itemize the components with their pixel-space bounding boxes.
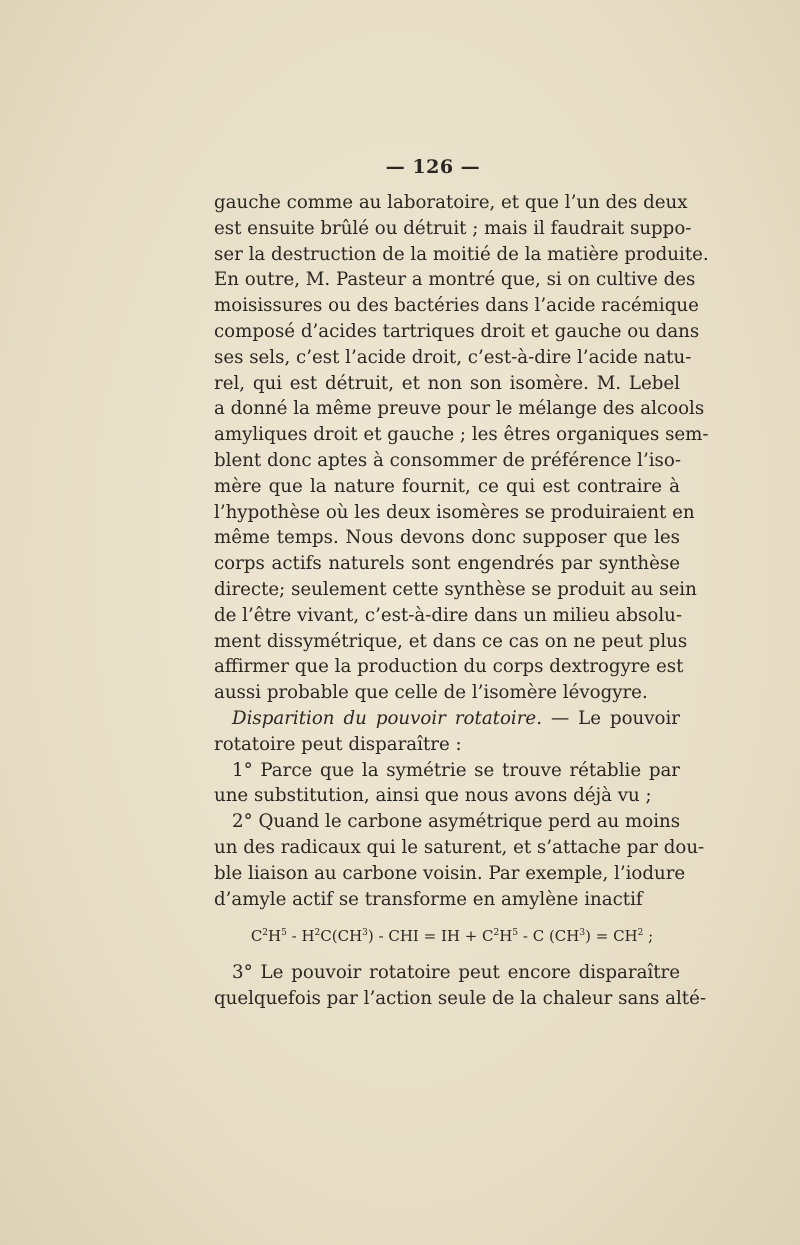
list-item-2-line: un des radicaux qui le saturent, et s’attache par dou- xyxy=(214,836,705,858)
text-line: de l’être vivant, c’est-à-dire dans un milieu absolu- xyxy=(214,604,683,626)
list-item-2-line: 2° Quand le carbone asymétrique perd au moins xyxy=(232,811,681,833)
section-heading-line xyxy=(214,706,680,732)
list-item-1-line: 1° Parce que la symétrie se trouve rétablie par xyxy=(232,759,680,781)
text-line: ment dissymétrique, et dans ce cas on ne peut plus xyxy=(214,630,688,652)
list-item-3-line: 3° Le pouvoir rotatoire peut encore disparaître xyxy=(232,962,680,984)
text-line: est ensuite brûlé ou détruit ; mais il faudrait suppo- xyxy=(214,217,692,239)
text-line: rel, qui est détruit, et non son isomère. M. Lebel xyxy=(214,372,680,394)
text-line: moisissures ou des bactéries dans l’acide racémique xyxy=(214,295,699,317)
body-text xyxy=(214,190,709,1012)
list-item-3-line: quelquefois par l’action seule de la chaleur sans alté- xyxy=(214,988,707,1010)
text-line: gauche comme au laboratoire, et que l’un des deux xyxy=(214,192,688,213)
text-line: composé d’acides tartriques droit et gauche ou dans xyxy=(214,320,700,342)
text-line: affirmer que la production du corps dextrogyre est xyxy=(214,656,684,678)
section-title: Disparition du pouvoir rotatoire. xyxy=(232,707,542,729)
section-title-rest: — Le pouvoir xyxy=(541,707,680,729)
text-line: aussi probable que celle de l’isomère lévogyre. xyxy=(214,682,648,704)
text-line: En outre, M. Pasteur a montré que, si on cultive des xyxy=(214,269,696,291)
chemical-formula: $C^2H^5 - H^2C(CH^3)$ - CHI = IH + $C^2H^5$ - C $(CH^3) = CH^2$ ; xyxy=(250,927,654,946)
text-line: a donné la même preuve pour le mélange des alcools xyxy=(214,398,705,420)
text-line: amyliques droit et gauche ; les êtres organiques sem- xyxy=(214,424,709,446)
text-line: corps actifs naturels sont engendrés par synthèse xyxy=(214,553,680,575)
list-item-1-line: une substitution, ainsi que nous avons déjà vu ; xyxy=(214,785,652,807)
page-number: — 126 — xyxy=(385,156,481,178)
text-line: l’hypothèse où les deux isomères se produiraient en xyxy=(214,501,695,523)
text-line: mère que la nature fournit, ce qui est contraire à xyxy=(214,475,680,497)
list-item-2-line: d’amyle actif se transforme en amylène inactif xyxy=(214,888,643,910)
text-line: rotatoire peut disparaître : xyxy=(214,733,462,755)
text-line: blent donc aptes à consommer de préférence l’iso- xyxy=(214,449,681,471)
text-line: directe; seulement cette synthèse se produit au sein xyxy=(214,578,697,600)
list-item-2-line: ble liaison au carbone voisin. Par exemple, l’iodure xyxy=(214,862,686,884)
text-line: ses sels, c’est l’acide droit, c’est-à-dire l’acide natu- xyxy=(214,346,692,368)
text-line: ser la destruction de la moitié de la matière produite. xyxy=(214,243,709,265)
text-line: même temps. Nous devons donc supposer que les xyxy=(214,527,680,549)
